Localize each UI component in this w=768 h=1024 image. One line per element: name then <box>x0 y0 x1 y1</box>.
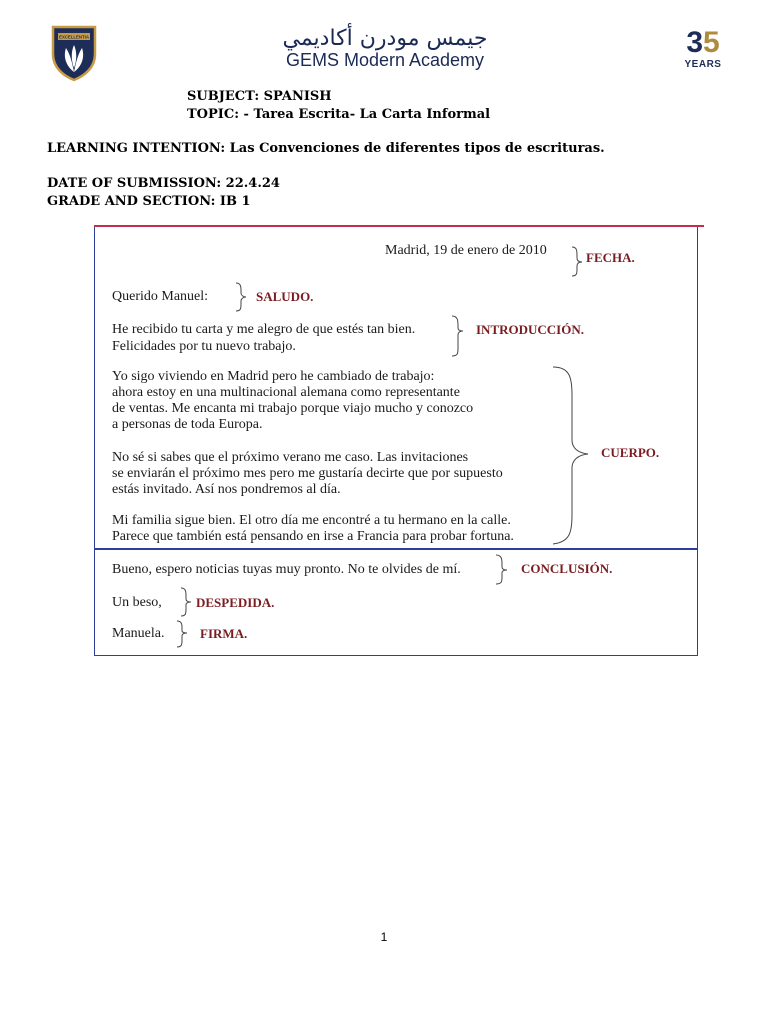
tag-conclusion: CONCLUSIÓN. <box>521 561 613 576</box>
letter-body-line: Parece que también está pensando en irse a Francia para probar fortuna. <box>112 529 514 544</box>
letter-body-line: Mi familia sigue bien. El otro día me encontré a tu hermano en la calle. <box>112 513 511 528</box>
school-crest-logo <box>50 24 98 82</box>
letter-intro-line: Felicidades por tu nuevo trabajo. <box>112 339 296 354</box>
tag-firma: FIRMA. <box>200 626 248 641</box>
letter-intro-line: He recibido tu carta y me alegro de que estés tan bien. <box>112 322 416 337</box>
subject-line: SUBJECT: SPANISH <box>187 89 332 104</box>
letter-body-line: Yo sigo viviendo en Madrid pero he cambiado de trabajo: <box>112 369 435 384</box>
tag-saludo: SALUDO. <box>256 289 314 304</box>
letter-body-line: estás invitado. Así nos pondremos al día. <box>112 482 341 497</box>
letter-farewell: Un beso, <box>112 595 162 610</box>
school-name-arabic: جيمس مودرن أكاديمي <box>282 26 488 51</box>
letter-body-line: a personas de toda Europa. <box>112 417 263 432</box>
letter-signature: Manuela. <box>112 626 165 641</box>
anniversary-logo <box>682 26 724 74</box>
school-name-english: GEMS Modern Academy <box>285 50 485 70</box>
page-number: 1 <box>380 930 388 944</box>
letter-body-line: se enviarán el próximo mes pero me gustaría decirte que por supuesto <box>112 466 503 481</box>
tag-introduccion: INTRODUCCIÓN. <box>476 322 584 337</box>
svg-text:EXCELLENTIA: EXCELLENTIA <box>59 34 89 40</box>
tag-cuerpo: CUERPO. <box>601 445 660 460</box>
letter-body-line: de ventas. Me encanta mi trabajo porque viajo mucho y conozco <box>112 401 474 416</box>
letter-body-line: No sé si sabes que el próximo verano me caso. Las invitaciones <box>112 450 469 465</box>
anniversary-number: 35 <box>686 26 720 59</box>
section-divider <box>94 548 697 550</box>
letter-date: Madrid, 19 de enero de 2010 <box>385 243 547 258</box>
letter-greeting: Querido Manuel: <box>112 289 209 304</box>
letter-body-line: ahora estoy en una multinacional alemana como representante <box>112 385 460 400</box>
submission-date-line: DATE OF SUBMISSION: 22.4.24 <box>47 176 280 191</box>
grade-section-line: GRADE AND SECTION: IB 1 <box>47 194 251 209</box>
top-rule <box>94 225 704 227</box>
topic-line: TOPIC: - Tarea Escrita- La Carta Informal <box>187 107 491 122</box>
tag-despedida: DESPEDIDA. <box>196 595 275 610</box>
letter-conclusion: Bueno, espero noticias tuyas muy pronto. No te olvides de mí. <box>112 562 461 577</box>
tag-fecha: FECHA. <box>586 250 635 265</box>
anniversary-digit: 5 <box>703 26 720 59</box>
anniversary-label: YEARS <box>684 59 722 70</box>
learning-intention-line: LEARNING INTENTION: Las Convenciones de diferentes tipos de escrituras. <box>47 141 605 156</box>
